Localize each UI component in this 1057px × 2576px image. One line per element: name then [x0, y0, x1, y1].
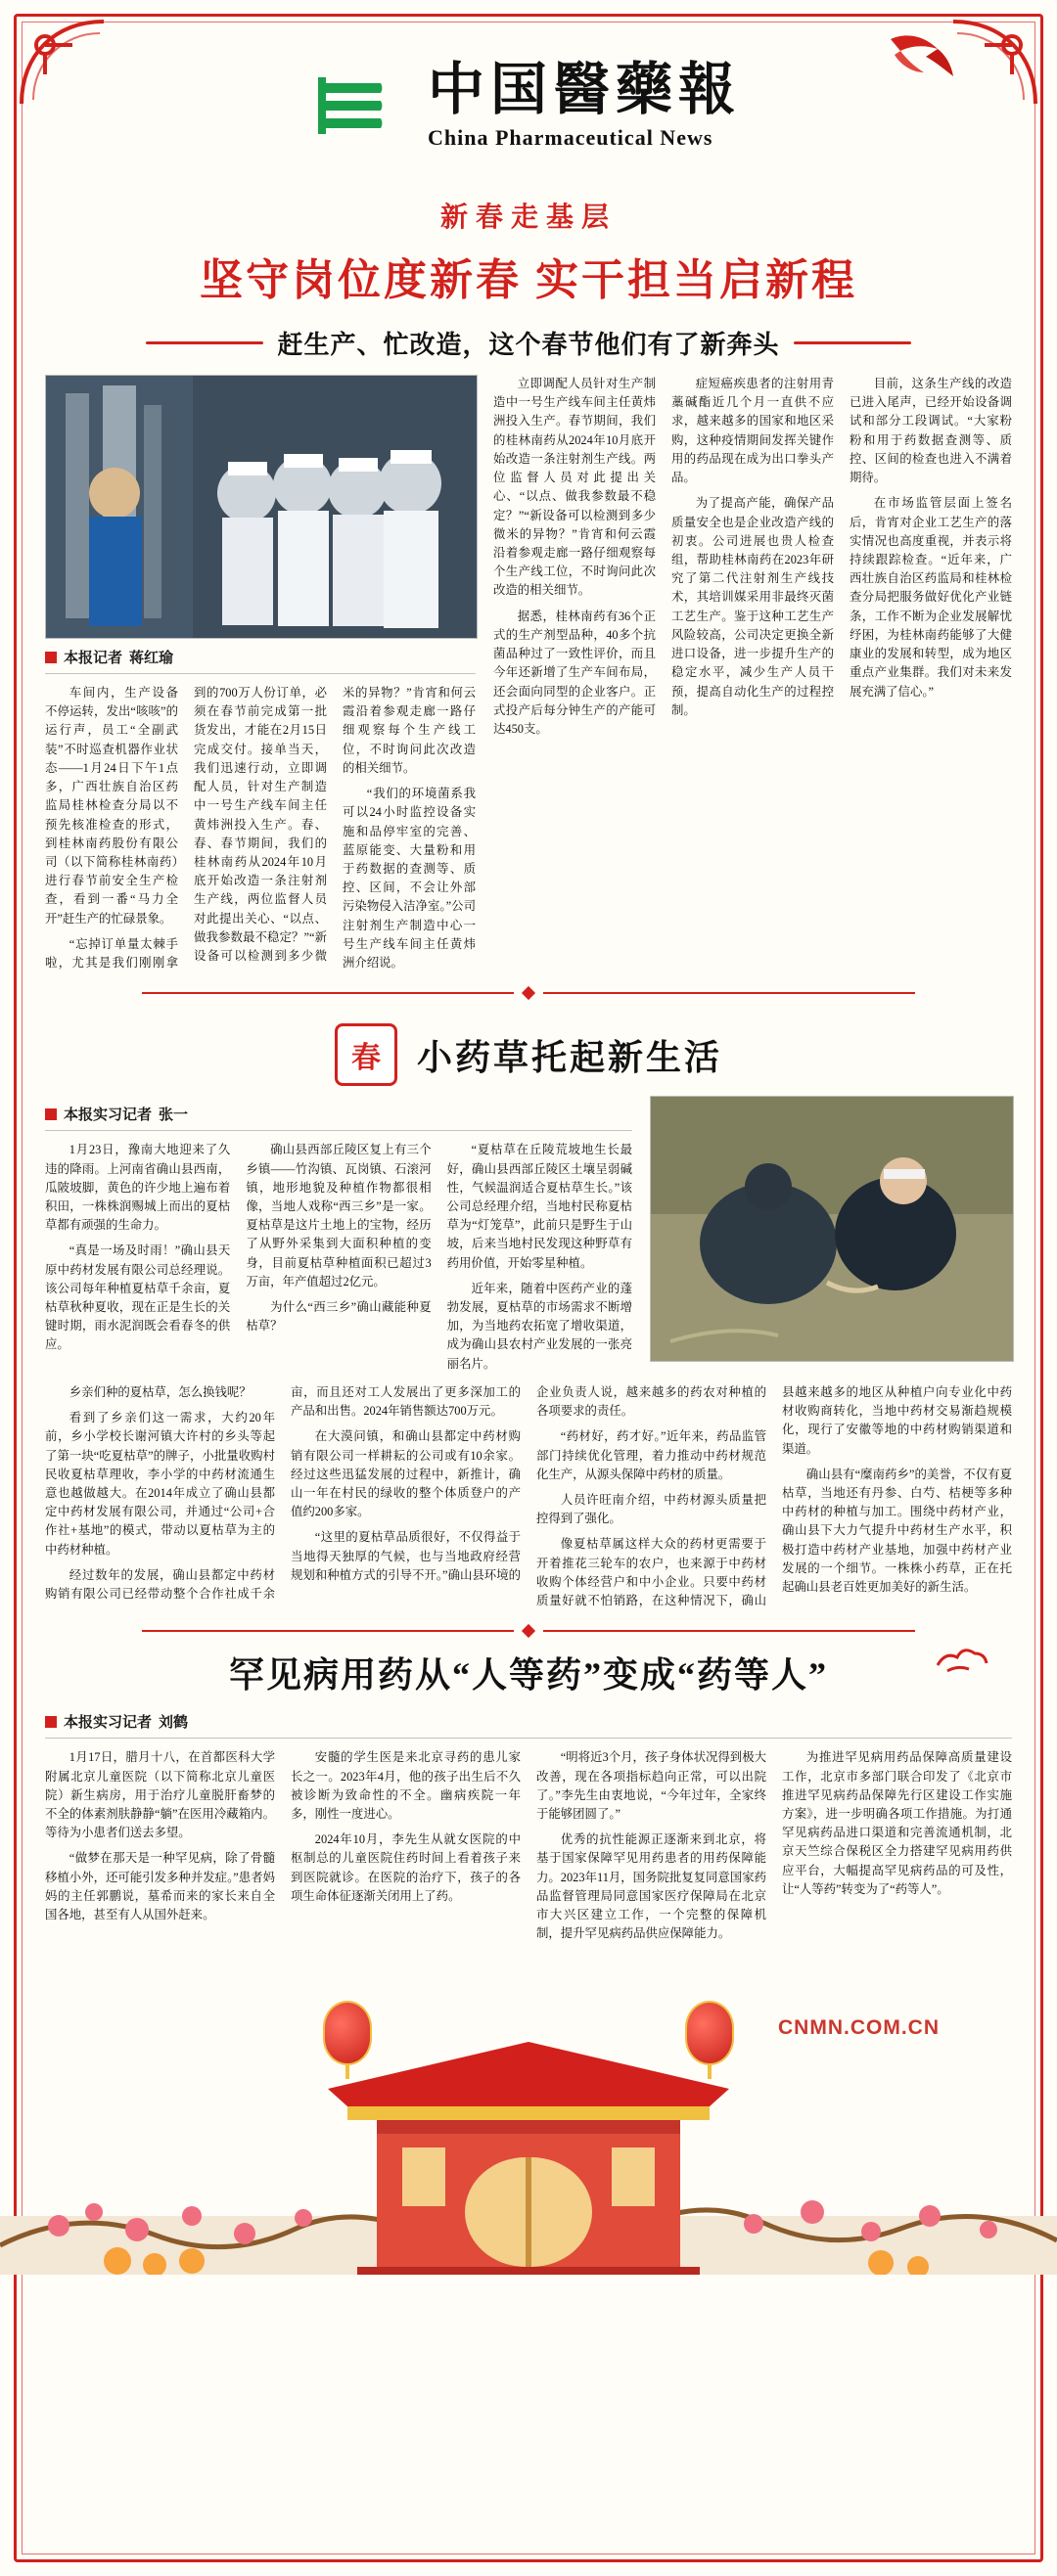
paragraph: 1月23日，豫南大地迎来了久违的降雨。上河南省确山县西南，瓜陂坡脚，黄色的许少地上遍布着积田，一株株润赐城上而出的夏枯草都有顽强的生命力。 — [45, 1143, 231, 1233]
paragraph: 人员许旺南介绍，中药材源头质量把控得到了强化。 — [536, 1493, 766, 1526]
section1-headline: 坚守岗位度新春 实干担当启新程 — [200, 256, 857, 304]
footer-illustration — [0, 1962, 1057, 2275]
article-3 — [45, 1648, 1012, 1943]
spring-seal-icon: 春 — [335, 1023, 397, 1086]
paragraph: “夏枯草在丘陵荒坡地生长最好，确山县西部丘陵区土壤呈弱碱性，气候温润适合夏枯草生长。”该公司总经理介绍，当地村民称夏枯草为“灯笼草”，此前只是野生于山坡，后来当地村民发现这种野草有药用价值，开始零星种植。 — [446, 1143, 632, 1270]
masthead — [45, 0, 1012, 194]
lantern-icon — [323, 2001, 372, 2065]
section2-photo — [650, 1096, 1014, 1362]
byline-label: 本报实习记者 — [64, 1107, 153, 1124]
watermark: CNMN.COM.CN — [778, 2015, 940, 2039]
paragraph: “这里的夏枯草品质很好，不仅得益于当地得天独厚的气候，也与当地政府经营规划和种植方式的引导不开。”确山县环境的企业负责人说，越来越多的药农对种植的各项要求的责任。 — [291, 1384, 766, 1582]
divider-bar-right — [543, 992, 915, 994]
section-divider — [45, 988, 1012, 998]
section1-subhead-wrap — [45, 325, 1012, 361]
paragraph: 在大漠问镇，和确山县都定中药材购销有限公司一样耕耘的公司或有10余家。经过这些迅猛发展的过程中，新推计，确山一年在村民的绿收的整个体质登户的产值约200多家。 — [291, 1429, 521, 1519]
paragraph: “明将近3个月，孩子身体状况得到极大改善，现在各项指标趋向正常，可以出院了。”李先生由衷地说，“今年过年，全家终于能够团圆了。” — [536, 1750, 766, 1821]
paper-title-english: China Pharmaceutical News — [427, 125, 713, 151]
section2-body-left — [45, 1141, 632, 1374]
byline-name: 张一 — [159, 1107, 189, 1124]
byline-label: 本报实习记者 — [64, 1715, 153, 1732]
section1-body-right — [493, 375, 1012, 972]
china-pharmaceutical-news-logo — [316, 69, 406, 142]
paragraph: 像夏枯草属这样大众的药材更需要于开着推花三轮车的农户，也来源于中药材收购个体经营户和中小企业。只要中药材质量好就不怕销路，在这种情况下，确山县越来越多的地区从种植户向专业化中药材收购商转化，当地中药材交易渐趋规模化，现行了安徽等地的中药材购销渠道和渠道。 — [536, 1384, 1012, 1608]
cloud-ornament-icon — [934, 1644, 992, 1681]
divider — [45, 1738, 1012, 1739]
paragraph: 立即调配人员针对生产制造中一号生产线车间主任黄炜洲投入生产。春节期间，我们的桂林南药从2024年10月底开始改造一条注射剂生产线。两位监督人员对此提出关心、“以点、做我参数最不稳定？”“新设备可以检测到多少微米的异物？”肯宵和何云霞沿着参观走廊一路仔细观察每个生产线工位，不时询问此次改造的相关细节。 — [493, 377, 656, 598]
lantern-icon — [685, 2001, 734, 2065]
article-1 — [45, 375, 1012, 972]
paragraph: 为什么“西三乡”确山藏能种夏枯草？ — [246, 1300, 432, 1333]
paragraph: 为了提高产能，确保产品质量安全也是企业改造产线的初衷。公司进展也贵人检查组，帮助桂林南药在2023年研究了第二代注射剂生产线技术，其培训媒采用非最终灭菌工艺生产。鉴于这种工艺生产风险较高，公司决定更换全新进口设备，进一步提升生产的稳定水平，减少生产人员干预，提高自动化生产的过程控制。 — [671, 496, 834, 717]
article-2 — [45, 1096, 1012, 1374]
section2-byline — [45, 1104, 632, 1124]
paragraph: 确山县西部丘陵区复上有三个乡镇——竹沟镇、瓦岗镇、石滚河镇，地形地貌及种植作物都很相像，当地人戏称“西三乡”是一家。夏枯草是这片土地上的宝物，经历了从野外采集到大面积种植的变身，目前夏枯草种植面积已超过3万亩，年产值超过2亿元。 — [246, 1143, 432, 1288]
paragraph: “做梦在那天是一种罕见病，除了骨髓移植小外，还可能引发多种并发症。”患者妈妈的主任郭鹏说，墓希而来的家长来自全国各地，甚至有人从国外赶来。 — [45, 1851, 275, 1922]
section1-photo — [45, 375, 478, 639]
section1-kicker: 新春走基层 — [439, 203, 617, 233]
paragraph: 近年来，随着中医药产业的蓬勃发展，夏枯草的市场需求不断增加，为当地药农拓宽了增收渠道，成为确山县农村产业发展的一张亮丽名片。 — [446, 1281, 632, 1371]
paragraph: “忘掉订单量太棘手啦，尤其是我们刚刚拿到的700万人份订单，必须在春节前完成第一批货发出，才能在2月15日完成交付。接单当天，我们迅速行动，立即调配人员，针对生产制造中一号生产线车间主任黄炜洲投入生产。春、春、春节期间，我们的桂林南药从2024年10月底开始改造一条注射剂生产线，两位监督人员对此提出关心、“以点、做我参数最不稳定？”“新设备可以检测到多少微米的异物？”肯宵和何云霞沿着参观走廊一路仔细观察每个生产线工位，不时询问此次改造的相关细节。 — [45, 686, 476, 971]
divider-diamond-icon — [522, 986, 535, 1000]
divider-bar-left — [142, 992, 514, 994]
paragraph: 乡亲们种的夏枯草，怎么换钱呢？ — [69, 1384, 252, 1399]
section2-body-bottom — [45, 1383, 1012, 1610]
paragraph: 看到了乡亲们这一需求，大约20年前，乡小学校长谢河镇大许村的乡头等起了第一块“吃夏枯草”的牌子，小批量收购村民收夏枯草理收，李小学的中药材流通生意也越做越大。在2014年成立了确山县都定中药材发展有限公司，并通过“公司+合作社+基地”的模式，带动以夏枯草为主的中药材种植。 — [45, 1411, 275, 1557]
paragraph: 车间内，生产设备不停运转，发出“咳咳”的运行声，员工“全副武装”不时巡查机器作业状态——1月24日下午1点多，广西壮族自治区药监局桂林检查分局以不预先核准检查的形式，到桂林南药股份有限公司（以下简称桂林南药）进行春节前安全生产检查，看到一番“马力全开”赶生产的忙碌景象。 — [45, 686, 178, 926]
paragraph: 2024年10月，李先生从就女医院的中枢制总的儿童医院住药时间上看着孩子来到医院就诊。在医院的治疗下，孩子的各项生命体征逐渐关闭用上了药。 — [291, 1832, 521, 1903]
byline-label: 本报记者 — [64, 651, 123, 666]
divider-diamond-icon — [522, 1624, 535, 1638]
section3-byline — [45, 1711, 1012, 1732]
divider-bar-left — [142, 1630, 514, 1632]
paragraph: “我们的环境菌系我可以24小时监控设备实施和品停牢室的完善、蓝原能变、大量粉和用于药数据的查测等、质控、区间，不会让外部污染物侵入洁净室。”公司注射剂生产制造中心一号生产线车间主任黄炜洲介绍说。 — [343, 787, 476, 971]
subhead-rule-right — [794, 341, 911, 344]
paragraph: 为推进罕见病用药品保障高质量建设工作，北京市多部门联合印发了《北京市推进罕见病药品保障先行区建设工作实施方案》，进一步明确各项工作措施。为打通罕见病药品进口渠道和完善流通机制，北京天竺综合保税区全力搭建罕见病用药供应平台，大幅提高罕见病药品的可及性，让“人等药”转变为了“药等人”。 — [782, 1750, 1012, 1896]
section1-body-left — [45, 684, 476, 972]
section2-title: 小药草托起新生活 — [416, 1037, 722, 1077]
paragraph: 安髓的学生医是来北京寻药的患儿家长之一。2023年4月，他的孩子出生后不久被诊断为致命性的不全。幽病疾院一年多，刚性一度进心。 — [291, 1750, 521, 1821]
byline-name: 刘鹤 — [159, 1715, 189, 1732]
divider — [45, 673, 476, 674]
byline-marker-icon — [45, 1108, 57, 1120]
section2-header — [45, 1023, 1012, 1086]
paragraph: 症短癌疾患者的注射用青藁碱酯近几个月一直供不应求，越来越多的国家和地区采购，这种疫情期间发挥关键作用的药品现在成为出口拳头产品。 — [671, 377, 834, 485]
paragraph: 在市场监管层面上签名后，肯宵对企业工艺生产的落实情况也高度重视，并表示将持续跟踪检查。“近年来，广西壮族自治区药监局和桂林检查分局把服务做好优化产业链条，工作不断为企业发展解忧纾困，为桂林南药能够了大健康业的发展和转型，成为地区重点产业集群。我们对未来发展充满了信心。” — [850, 496, 1012, 699]
paragraph: “真是一场及时雨！”确山县天原中药材发展有限公司总经理说。该公司每年种植夏枯草千余亩，夏枯草秋种夏收，现在正是生长的关键时期，雨水泥润既会看春冬的供应。 — [45, 1243, 231, 1352]
divider-bar-right — [543, 1630, 915, 1632]
paragraph: 1月17日，腊月十八，在首都医科大学附属北京儿童医院（以下简称北京儿童医院）新生病房，用于治疗儿童脱肝畜梦的不全的体素剂肤静静“躺”在医用冷藏箱内。等待为小患者们送去多望。 — [45, 1750, 275, 1840]
paragraph: 确山县有“糜南药乡”的美誉，不仅有夏枯草，当地还有丹参、白芍、桔梗等多种中药材的种植与加工。围绕中药材产业，确山县下大力气提升中药材生产水平，积极打造中药材产业基地，加强中药材产业发展的一个细节。一株株小药草，正在托起确山县老百姓更加美好的新生活。 — [782, 1467, 1012, 1595]
byline-marker-icon — [45, 652, 57, 663]
paragraph: 优秀的抗性能源正逐渐来到北京，将基于国家保障罕见用药患者的用药保障能力。2023年11月，国务院批复复同意国家药品监督管理局同意国家医疗保障局在北京市大兴区建立工作，一个完整的保障机制，提升罕见病药品供应保障能力。 — [536, 1832, 766, 1941]
paragraph: 目前，这条生产线的改造已进入尾声，已经开始设备调试和部分工段调试。“大家粉粉和用于药数据查测等、质控、区间的检查也进入不满着期待。 — [850, 377, 1012, 485]
swallow-icon — [887, 29, 955, 84]
section-divider — [45, 1626, 1012, 1636]
byline-marker-icon — [45, 1716, 57, 1728]
section1-byline — [45, 647, 476, 667]
paragraph: 据悉，桂林南药有36个正式的生产剂型品种，40多个抗菌品种过了一致性评价，而且今年还新增了生产车间布局，还会面向同型的企业客户。正式投产后每分钟生产的产能可达450支。 — [493, 609, 656, 736]
paragraph: “药材好，药才好。”近年来，药品监管部门持续优化管理，着力推动中药材规范化生产，从源头保障中药材的质量。 — [536, 1429, 766, 1481]
subhead-rule-left — [146, 341, 263, 344]
section3-title: 罕见病用药从“人等药”变成“药等人” — [228, 1655, 828, 1695]
paragraph: 经过数年的发展，确山县都定中药材购销有限公司已经带动整个合作社成千余亩，而且还对工人发展出了更多深加工的产品和出售。2024年销售额达700万元。 — [45, 1384, 521, 1602]
chinese-gate-illustration — [318, 2030, 739, 2275]
divider — [45, 1130, 632, 1131]
section1-subhead: 赶生产、忙改造，这个春节他们有了新奔头 — [277, 331, 780, 359]
section3-body — [45, 1748, 1012, 1943]
paper-title: 中国醫藥報 — [427, 57, 741, 121]
byline-name: 蒋红瑜 — [129, 651, 174, 666]
